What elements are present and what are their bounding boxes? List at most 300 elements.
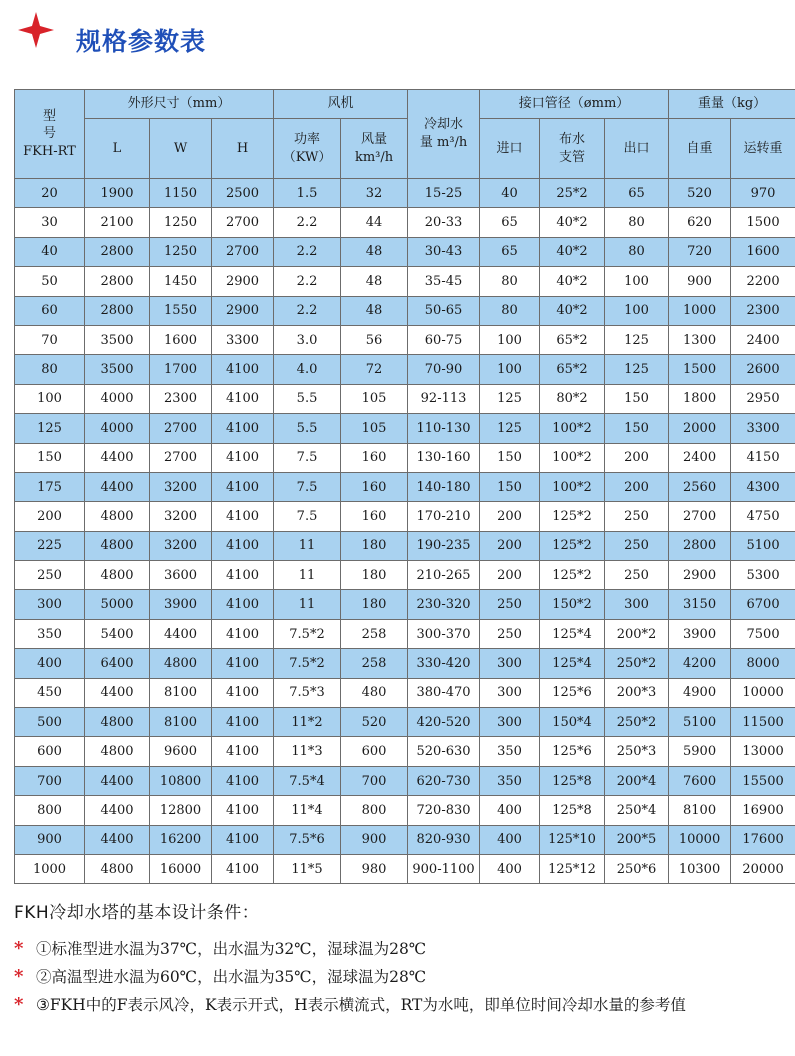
- table-cell: 170-210: [408, 502, 480, 531]
- table-cell: 7.5*4: [274, 766, 341, 795]
- table-cell: 80: [480, 296, 540, 325]
- table-row: [15, 708, 795, 737]
- table-cell: 100*2: [540, 472, 605, 501]
- table-cell: 7.5*3: [274, 678, 341, 707]
- table-cell: 35-45: [408, 267, 480, 296]
- table-cell: 160: [341, 472, 408, 501]
- table-cell: 40*2: [540, 237, 605, 266]
- table-cell: 4100: [212, 384, 274, 413]
- col-size-h: H: [212, 119, 274, 179]
- col-cooling-water: 冷却水 量 m³/h: [408, 90, 480, 179]
- table-cell: 16000: [150, 854, 212, 883]
- table-cell: 900: [15, 825, 85, 854]
- table-cell: 60: [15, 296, 85, 325]
- table-cell: 5400: [85, 619, 150, 648]
- bullet-star-icon: *: [14, 994, 24, 1015]
- table-cell: 8100: [150, 708, 212, 737]
- table-cell: 1450: [150, 267, 212, 296]
- table-cell: 80: [480, 267, 540, 296]
- table-cell: 80: [605, 208, 669, 237]
- table-cell: 40*2: [540, 296, 605, 325]
- table-cell: 3500: [85, 325, 150, 354]
- table-cell: 125*2: [540, 561, 605, 590]
- table-cell: 4100: [212, 531, 274, 560]
- design-notes: [14, 898, 784, 1019]
- table-cell: 16200: [150, 825, 212, 854]
- table-cell: 720-830: [408, 796, 480, 825]
- table-cell: 520-630: [408, 737, 480, 766]
- table-cell: 4000: [85, 414, 150, 443]
- table-cell: 2800: [669, 531, 731, 560]
- table-cell: 150: [605, 414, 669, 443]
- table-row: [15, 590, 795, 619]
- table-cell: 1600: [731, 237, 795, 266]
- table-row: [15, 531, 795, 560]
- table-cell: 4400: [85, 472, 150, 501]
- col-fan-power: 功率 （KW）: [274, 119, 341, 179]
- table-cell: 11*5: [274, 854, 341, 883]
- col-model: 型 号 FKH-RT: [15, 90, 85, 179]
- table-cell: 3900: [669, 619, 731, 648]
- table-cell: 258: [341, 649, 408, 678]
- table-cell: 250: [605, 561, 669, 590]
- table-cell: 4100: [212, 766, 274, 795]
- table-cell: 4100: [212, 619, 274, 648]
- table-cell: 2300: [731, 296, 795, 325]
- table-row: [15, 414, 795, 443]
- page-title: 规格参数表: [76, 27, 207, 56]
- table-cell: 56: [341, 325, 408, 354]
- table-cell: 4800: [85, 854, 150, 883]
- table-cell: 11*3: [274, 737, 341, 766]
- table-cell: 250: [605, 531, 669, 560]
- table-cell: 520: [669, 179, 731, 208]
- table-cell: 125: [15, 414, 85, 443]
- table-cell: 48: [341, 296, 408, 325]
- table-cell: 2400: [731, 325, 795, 354]
- table-cell: 250*2: [605, 708, 669, 737]
- table-cell: 900: [669, 267, 731, 296]
- table-cell: 200*5: [605, 825, 669, 854]
- table-cell: 4100: [212, 649, 274, 678]
- col-group-weight: 重量（kg）: [669, 90, 795, 119]
- table-cell: 100*2: [540, 443, 605, 472]
- table-cell: 65: [480, 208, 540, 237]
- table-cell: 125: [480, 384, 540, 413]
- table-cell: 125*6: [540, 678, 605, 707]
- table-cell: 48: [341, 237, 408, 266]
- table-cell: 32: [341, 179, 408, 208]
- table-cell: 125*2: [540, 531, 605, 560]
- note-item: * ①标准型进水温为37℃，出水温为32℃，湿球温为28℃: [14, 935, 784, 963]
- table-cell: 125*8: [540, 766, 605, 795]
- table-cell: 7.5*6: [274, 825, 341, 854]
- table-cell: 125*2: [540, 502, 605, 531]
- table-cell: 72: [341, 355, 408, 384]
- table-cell: 620: [669, 208, 731, 237]
- table-cell: 450: [15, 678, 85, 707]
- table-cell: 40: [480, 179, 540, 208]
- table-row: [15, 561, 795, 590]
- table-cell: 65: [605, 179, 669, 208]
- table-cell: 5100: [669, 708, 731, 737]
- table-cell: 250*4: [605, 796, 669, 825]
- table-cell: 250: [15, 561, 85, 590]
- table-cell: 70-90: [408, 355, 480, 384]
- table-cell: 80*2: [540, 384, 605, 413]
- table-cell: 11: [274, 590, 341, 619]
- table-cell: 20-33: [408, 208, 480, 237]
- table-cell: 105: [341, 384, 408, 413]
- table-cell: 720: [669, 237, 731, 266]
- table-cell: 2800: [85, 267, 150, 296]
- table-cell: 5.5: [274, 414, 341, 443]
- table-cell: 4750: [731, 502, 795, 531]
- table-cell: 40*2: [540, 208, 605, 237]
- table-cell: 4300: [731, 472, 795, 501]
- table-row: [15, 854, 795, 883]
- table-cell: 4100: [212, 472, 274, 501]
- bullet-star-icon: *: [14, 938, 24, 959]
- table-cell: 8000: [731, 649, 795, 678]
- table-cell: 8100: [150, 678, 212, 707]
- table-cell: 4800: [85, 708, 150, 737]
- table-cell: 125: [480, 414, 540, 443]
- table-cell: 1.5: [274, 179, 341, 208]
- table-cell: 125: [605, 325, 669, 354]
- table-cell: 110-130: [408, 414, 480, 443]
- table-row: [15, 237, 795, 266]
- table-row: [15, 355, 795, 384]
- table-cell: 4200: [669, 649, 731, 678]
- table-row: [15, 678, 795, 707]
- table-cell: 7.5: [274, 443, 341, 472]
- table-cell: 3500: [85, 355, 150, 384]
- table-cell: 2600: [731, 355, 795, 384]
- table-cell: 900-1100: [408, 854, 480, 883]
- table-cell: 3600: [150, 561, 212, 590]
- table-cell: 2900: [212, 296, 274, 325]
- table-cell: 250: [480, 619, 540, 648]
- table-cell: 300-370: [408, 619, 480, 648]
- table-cell: 50: [15, 267, 85, 296]
- table-cell: 300: [480, 678, 540, 707]
- table-cell: 8100: [669, 796, 731, 825]
- table-cell: 125*4: [540, 619, 605, 648]
- table-cell: 10000: [669, 825, 731, 854]
- table-cell: 150: [480, 472, 540, 501]
- table-cell: 11: [274, 531, 341, 560]
- table-cell: 250: [480, 590, 540, 619]
- table-cell: 700: [341, 766, 408, 795]
- table-cell: 40*2: [540, 267, 605, 296]
- spec-table: [14, 89, 795, 884]
- table-row: [15, 179, 795, 208]
- table-row: [15, 472, 795, 501]
- table-cell: 1250: [150, 237, 212, 266]
- table-cell: 2560: [669, 472, 731, 501]
- table-cell: 7.5*2: [274, 619, 341, 648]
- table-cell: 200: [480, 502, 540, 531]
- table-cell: 6400: [85, 649, 150, 678]
- table-cell: 4100: [212, 443, 274, 472]
- col-weight-self: 自重: [669, 119, 731, 179]
- table-cell: 7500: [731, 619, 795, 648]
- note-item: * ③FKH中的F表示风冷，K表示开式，H表示横流式，RT为水吨，即单位时间冷却水量的参考值: [14, 991, 784, 1019]
- col-group-fan: 风机: [274, 90, 408, 119]
- table-cell: 5.5: [274, 384, 341, 413]
- table-cell: 4100: [212, 355, 274, 384]
- table-cell: 5900: [669, 737, 731, 766]
- table-cell: 100: [605, 296, 669, 325]
- table-cell: 250*2: [605, 649, 669, 678]
- table-cell: 210-265: [408, 561, 480, 590]
- table-cell: 190-235: [408, 531, 480, 560]
- table-cell: 25*2: [540, 179, 605, 208]
- table-cell: 4000: [85, 384, 150, 413]
- table-cell: 900: [341, 825, 408, 854]
- table-cell: 160: [341, 443, 408, 472]
- table-cell: 3150: [669, 590, 731, 619]
- table-cell: 9600: [150, 737, 212, 766]
- table-cell: 2300: [150, 384, 212, 413]
- table-cell: 520: [341, 708, 408, 737]
- col-group-pipe: 接口管径（ømm）: [480, 90, 669, 119]
- table-cell: 15500: [731, 766, 795, 795]
- table-cell: 125*12: [540, 854, 605, 883]
- table-cell: 10000: [731, 678, 795, 707]
- table-cell: 350: [480, 737, 540, 766]
- col-size-l: L: [85, 119, 150, 179]
- table-cell: 1550: [150, 296, 212, 325]
- table-cell: 150: [605, 384, 669, 413]
- table-row: [15, 649, 795, 678]
- table-cell: 3200: [150, 502, 212, 531]
- table-cell: 125*6: [540, 737, 605, 766]
- table-cell: 250*3: [605, 737, 669, 766]
- table-cell: 4100: [212, 737, 274, 766]
- table-cell: 250*6: [605, 854, 669, 883]
- table-cell: 300: [15, 590, 85, 619]
- table-cell: 6700: [731, 590, 795, 619]
- table-cell: 2.2: [274, 208, 341, 237]
- notes-title: FKH冷却水塔的基本设计条件：: [14, 903, 260, 923]
- table-cell: 65*2: [540, 325, 605, 354]
- table-cell: 100: [605, 267, 669, 296]
- table-row: [15, 208, 795, 237]
- table-cell: 1150: [150, 179, 212, 208]
- table-cell: 3300: [212, 325, 274, 354]
- table-cell: 1300: [669, 325, 731, 354]
- table-row: [15, 825, 795, 854]
- table-cell: 1250: [150, 208, 212, 237]
- table-cell: 200: [605, 472, 669, 501]
- table-cell: 125*8: [540, 796, 605, 825]
- table-cell: 200: [480, 531, 540, 560]
- table-cell: 5300: [731, 561, 795, 590]
- table-cell: 100: [480, 325, 540, 354]
- table-cell: 2800: [85, 237, 150, 266]
- table-cell: 20: [15, 179, 85, 208]
- table-cell: 1500: [669, 355, 731, 384]
- table-cell: 4400: [85, 766, 150, 795]
- table-cell: 258: [341, 619, 408, 648]
- table-cell: 300: [480, 708, 540, 737]
- table-cell: 330-420: [408, 649, 480, 678]
- table-cell: 180: [341, 561, 408, 590]
- table-cell: 50-65: [408, 296, 480, 325]
- table-cell: 5000: [85, 590, 150, 619]
- bullet-star-icon: *: [14, 966, 24, 987]
- table-cell: 2.2: [274, 296, 341, 325]
- table-cell: 180: [341, 531, 408, 560]
- table-cell: 4900: [669, 678, 731, 707]
- table-cell: 17600: [731, 825, 795, 854]
- table-cell: 11500: [731, 708, 795, 737]
- table-cell: 125*4: [540, 649, 605, 678]
- table-cell: 200: [605, 443, 669, 472]
- table-cell: 225: [15, 531, 85, 560]
- table-cell: 140-180: [408, 472, 480, 501]
- page-header: [12, 4, 772, 54]
- table-cell: 4100: [212, 796, 274, 825]
- col-fan-air: 风量 km³/h: [341, 119, 408, 179]
- table-cell: 2.2: [274, 267, 341, 296]
- table-cell: 30-43: [408, 237, 480, 266]
- table-cell: 620-730: [408, 766, 480, 795]
- table-cell: 92-113: [408, 384, 480, 413]
- table-cell: 30: [15, 208, 85, 237]
- table-cell: 150*4: [540, 708, 605, 737]
- table-cell: 180: [341, 590, 408, 619]
- table-cell: 4100: [212, 414, 274, 443]
- table-cell: 7600: [669, 766, 731, 795]
- table-cell: 300: [480, 649, 540, 678]
- table-cell: 350: [15, 619, 85, 648]
- table-cell: 4400: [85, 443, 150, 472]
- table-cell: 80: [605, 237, 669, 266]
- table-cell: 150: [15, 443, 85, 472]
- table-cell: 2700: [669, 502, 731, 531]
- table-row: [15, 796, 795, 825]
- table-cell: 60-75: [408, 325, 480, 354]
- table-cell: 400: [15, 649, 85, 678]
- table-cell: 4100: [212, 678, 274, 707]
- table-cell: 2100: [85, 208, 150, 237]
- table-row: [15, 296, 795, 325]
- table-cell: 4400: [85, 796, 150, 825]
- table-cell: 2500: [212, 179, 274, 208]
- table-cell: 20000: [731, 854, 795, 883]
- table-cell: 4150: [731, 443, 795, 472]
- table-cell: 480: [341, 678, 408, 707]
- table-cell: 2700: [212, 237, 274, 266]
- table-cell: 1900: [85, 179, 150, 208]
- col-size-w: W: [150, 119, 212, 179]
- table-cell: 2000: [669, 414, 731, 443]
- table-cell: 350: [480, 766, 540, 795]
- table-row: [15, 325, 795, 354]
- table-row: [15, 443, 795, 472]
- table-cell: 44: [341, 208, 408, 237]
- table-cell: 380-470: [408, 678, 480, 707]
- table-cell: 200*4: [605, 766, 669, 795]
- table-cell: 16900: [731, 796, 795, 825]
- col-pipe-out: 出口: [605, 119, 669, 179]
- table-cell: 400: [480, 796, 540, 825]
- table-cell: 230-320: [408, 590, 480, 619]
- table-cell: 10300: [669, 854, 731, 883]
- table-cell: 500: [15, 708, 85, 737]
- table-cell: 1000: [669, 296, 731, 325]
- table-cell: 150*2: [540, 590, 605, 619]
- table-cell: 200*2: [605, 619, 669, 648]
- table-cell: 4100: [212, 561, 274, 590]
- table-cell: 3.0: [274, 325, 341, 354]
- table-cell: 40: [15, 237, 85, 266]
- table-cell: 4800: [150, 649, 212, 678]
- table-cell: 800: [341, 796, 408, 825]
- col-weight-run: 运转重: [731, 119, 795, 179]
- table-cell: 200: [480, 561, 540, 590]
- table-cell: 7.5: [274, 472, 341, 501]
- spec-table-body: [15, 179, 795, 884]
- table-cell: 250: [605, 502, 669, 531]
- table-cell: 600: [15, 737, 85, 766]
- table-cell: 80: [15, 355, 85, 384]
- col-group-size: 外形尺寸（mm）: [85, 90, 274, 119]
- table-cell: 11*4: [274, 796, 341, 825]
- table-cell: 105: [341, 414, 408, 443]
- table-cell: 7.5: [274, 502, 341, 531]
- table-cell: 65: [480, 237, 540, 266]
- table-cell: 1800: [669, 384, 731, 413]
- table-cell: 4800: [85, 737, 150, 766]
- table-cell: 980: [341, 854, 408, 883]
- table-row: [15, 619, 795, 648]
- col-pipe-in: 进口: [480, 119, 540, 179]
- table-cell: 3900: [150, 590, 212, 619]
- table-cell: 4800: [85, 502, 150, 531]
- table-cell: 2200: [731, 267, 795, 296]
- table-cell: 2700: [212, 208, 274, 237]
- table-cell: 400: [480, 825, 540, 854]
- note-item: * ②高温型进水温为60℃，出水温为35℃，湿球温为28℃: [14, 963, 784, 991]
- table-cell: 200*3: [605, 678, 669, 707]
- table-cell: 100: [15, 384, 85, 413]
- table-cell: 4400: [150, 619, 212, 648]
- table-cell: 2950: [731, 384, 795, 413]
- table-cell: 13000: [731, 737, 795, 766]
- table-cell: 150: [480, 443, 540, 472]
- table-cell: 10800: [150, 766, 212, 795]
- table-cell: 4.0: [274, 355, 341, 384]
- table-cell: 200: [15, 502, 85, 531]
- table-cell: 7.5*2: [274, 649, 341, 678]
- table-cell: 48: [341, 267, 408, 296]
- table-cell: 4100: [212, 590, 274, 619]
- table-cell: 11: [274, 561, 341, 590]
- table-row: [15, 737, 795, 766]
- table-cell: 300: [605, 590, 669, 619]
- table-cell: 2400: [669, 443, 731, 472]
- table-cell: 100: [480, 355, 540, 384]
- table-cell: 1600: [150, 325, 212, 354]
- table-cell: 3200: [150, 531, 212, 560]
- table-cell: 2700: [150, 443, 212, 472]
- table-cell: 600: [341, 737, 408, 766]
- table-cell: 4100: [212, 708, 274, 737]
